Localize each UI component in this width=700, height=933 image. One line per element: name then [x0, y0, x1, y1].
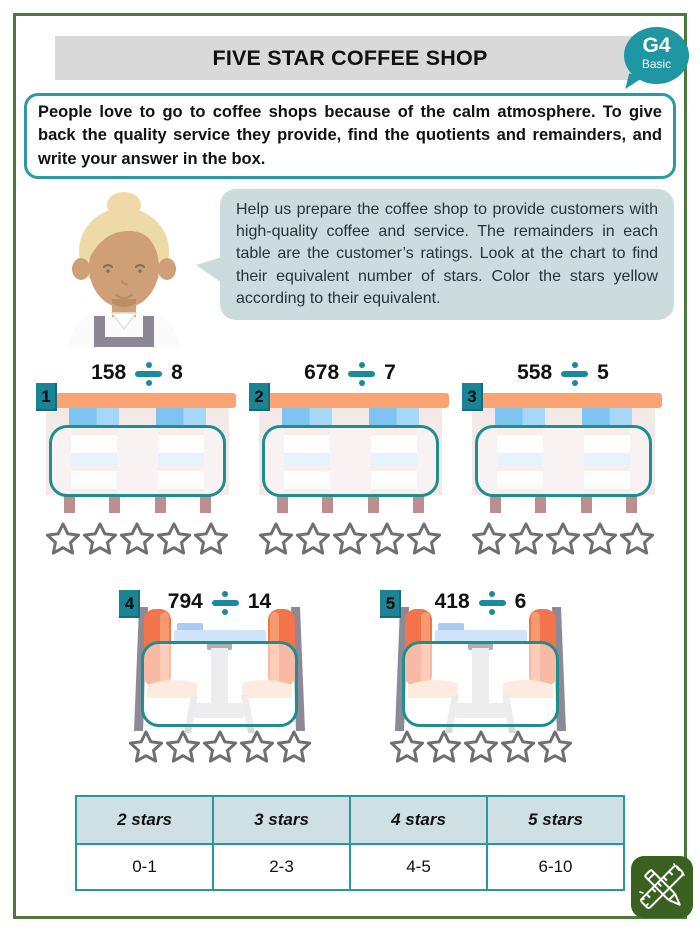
counter-leg — [581, 494, 592, 513]
problem-number-badge: 4 — [119, 590, 140, 618]
counter-leg — [155, 494, 166, 513]
problems-row-1 — [0, 358, 700, 555]
counter-leg — [109, 494, 120, 513]
problem-3 — [465, 358, 662, 555]
answer-box-4[interactable] — [141, 641, 298, 727]
divide-icon — [212, 591, 239, 615]
speech-bubble-tail — [196, 257, 222, 283]
speech-text: Help us prepare the coffee shop to provide customers with high-quality coffee and service. The remainders in each table are the customer’s ratings. Look at the chart to find their equivalent number of stars. Color the stars yellow according to their equivalent. — [236, 201, 658, 307]
star-icon[interactable] — [157, 522, 191, 555]
problem-number-badge: 2 — [249, 383, 270, 411]
dividend: 418 — [434, 590, 470, 614]
rating-chart — [75, 795, 625, 891]
counter-top — [465, 393, 662, 408]
counter-leg — [626, 494, 637, 513]
star-icon[interactable] — [296, 522, 330, 555]
chart-header-cell: 2 stars — [76, 796, 213, 844]
divisor: 5 — [597, 361, 609, 385]
intro-section — [60, 189, 674, 352]
star-icon[interactable] — [509, 522, 543, 555]
star-icon[interactable] — [194, 522, 228, 555]
divisor: 8 — [171, 361, 183, 385]
counter-leg — [413, 494, 424, 513]
counter-leg — [200, 494, 211, 513]
divide-icon — [135, 362, 162, 386]
dividend: 678 — [304, 361, 340, 385]
counter-leg — [322, 494, 333, 513]
coffee-counter-illustration — [252, 387, 449, 513]
star-icon[interactable] — [259, 522, 293, 555]
chart-header-cell: 3 stars — [213, 796, 350, 844]
grade-badge — [624, 27, 689, 84]
brand-logo — [630, 855, 694, 924]
counter-top — [252, 393, 449, 408]
divide-icon — [479, 591, 506, 615]
pencil-ruler-icon — [630, 855, 694, 919]
expression-1 — [39, 358, 236, 388]
expression-3 — [465, 358, 662, 388]
divide-icon — [561, 362, 588, 386]
counter-leg — [490, 494, 501, 513]
divisor: 6 — [514, 590, 527, 614]
counter-top — [39, 393, 236, 408]
problem-5 — [378, 587, 583, 765]
answer-box-1[interactable] — [49, 425, 226, 497]
star-icon[interactable] — [472, 522, 506, 555]
chart-header-cell: 5 stars — [487, 796, 624, 844]
star-icon[interactable] — [333, 522, 367, 555]
grade-label: G4 — [642, 34, 671, 57]
answer-box-3[interactable] — [475, 425, 652, 497]
problem-number-badge: 5 — [380, 590, 401, 618]
chart-header-cell: 4 stars — [350, 796, 487, 844]
page-title: FIVE STAR COFFEE SHOP — [212, 45, 488, 70]
star-icon[interactable] — [370, 522, 404, 555]
chart-value-row — [76, 844, 624, 890]
coffee-counter-illustration — [39, 387, 236, 513]
problem-2 — [252, 358, 449, 555]
star-rating-1 — [39, 522, 236, 555]
star-icon[interactable] — [620, 522, 654, 555]
dividend: 558 — [517, 361, 553, 385]
divisor: 14 — [247, 590, 272, 614]
star-icon[interactable] — [46, 522, 80, 555]
chart-value-cell: 6-10 — [487, 844, 624, 890]
problem-4 — [117, 587, 322, 765]
title-bar — [55, 36, 645, 80]
divide-icon — [348, 362, 375, 386]
problem-1 — [39, 358, 236, 555]
dividend: 794 — [167, 590, 203, 614]
star-icon[interactable] — [546, 522, 580, 555]
instruction-text: People love to go to coffee shops because of the calm atmosphere. To give back the quality service they provide, find the quotients and remainders, and write your answer in the box. — [38, 103, 662, 168]
counter-leg — [64, 494, 75, 513]
answer-box-2[interactable] — [262, 425, 439, 497]
level-label: Basic — [641, 57, 672, 72]
chart-header-row — [76, 796, 624, 844]
dividend: 158 — [91, 361, 127, 385]
grade-badge-tail — [625, 73, 643, 92]
expression-2 — [252, 358, 449, 388]
counter-leg — [535, 494, 546, 513]
problem-number-badge: 1 — [36, 383, 57, 411]
coffee-counter-illustration — [465, 387, 662, 513]
instruction-box — [24, 93, 676, 179]
expression-4 — [117, 587, 322, 617]
counter-leg — [368, 494, 379, 513]
star-rating-3 — [465, 522, 662, 555]
star-rating-2 — [252, 522, 449, 555]
speech-bubble — [220, 189, 674, 319]
answer-box-5[interactable] — [402, 641, 559, 727]
barista-avatar — [60, 189, 188, 352]
chart-value-cell: 0-1 — [76, 844, 213, 890]
expression-5 — [378, 587, 583, 617]
divisor: 7 — [384, 361, 396, 385]
star-icon[interactable] — [83, 522, 117, 555]
problems-row-2 — [0, 587, 700, 765]
problem-number-badge: 3 — [462, 383, 483, 411]
star-icon[interactable] — [583, 522, 617, 555]
barista-avatar-icon — [60, 189, 188, 347]
star-icon[interactable] — [407, 522, 441, 555]
star-icon[interactable] — [120, 522, 154, 555]
counter-leg — [277, 494, 288, 513]
chart-value-cell: 4-5 — [350, 844, 487, 890]
chart-value-cell: 2-3 — [213, 844, 350, 890]
